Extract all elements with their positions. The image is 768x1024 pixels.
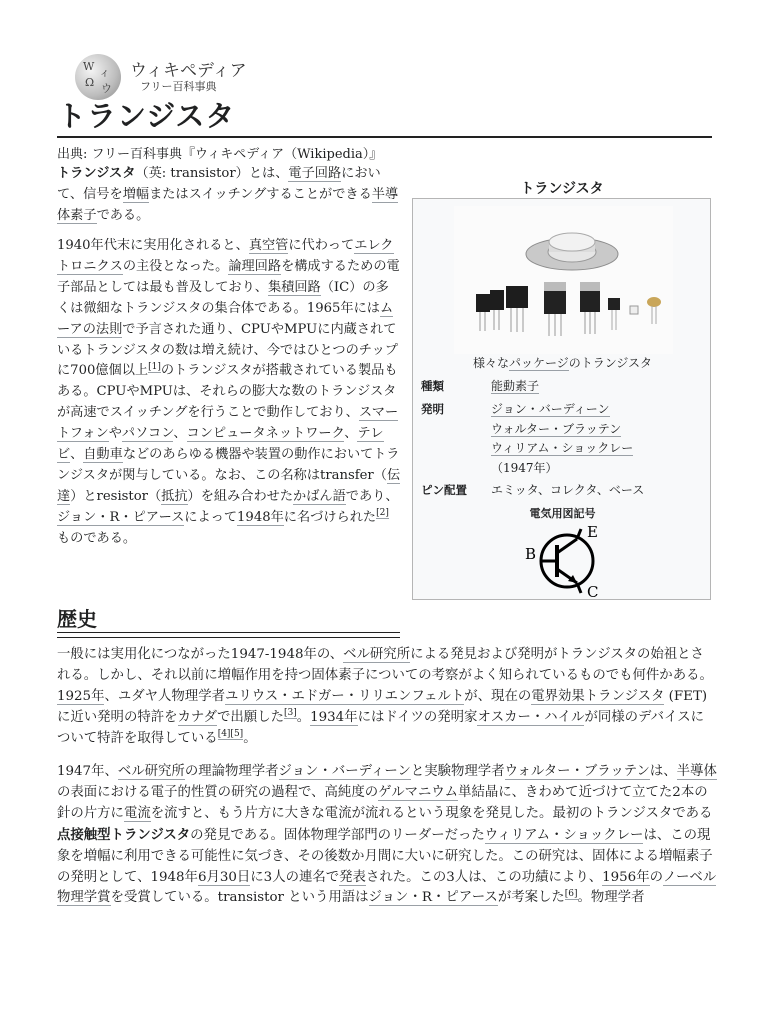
article-link[interactable]: 発表 [339,869,366,885]
text-run: ものである。 [57,530,137,546]
symbol-letter-c: C [587,583,599,599]
text-run: の [649,869,663,885]
type-label: 種類 [421,379,444,393]
text-run: ）とresistor（ [70,488,162,504]
article-link[interactable]: テレビ [57,426,384,463]
reference-link[interactable]: [4][5] [217,729,244,740]
history-heading: 歴史 [57,607,97,631]
text-run: に3人の連名で [250,869,340,885]
symbol-letter-e: E [587,523,598,541]
article-link[interactable]: 半導体 [676,764,717,779]
text-run: が同様のデバイスについて特許を取得している [57,709,705,746]
article-link[interactable]: 抵抗 [161,488,188,504]
article-link[interactable]: 真空管 [248,238,289,253]
text-run: （IC）の多くは微細なトランジスタの集合体である。1965年には [57,279,389,316]
article-link[interactable]: エレクトロニクス [57,238,394,274]
heading-divider [57,637,400,638]
infobox-caption: 様々なパッケージのトランジスタ [472,356,653,370]
article-link[interactable]: ゲルマニウム [378,784,459,800]
text-run: であり、 [345,488,399,504]
text-run: に名づけられた [283,509,377,525]
package-link[interactable]: パッケージ [508,356,569,370]
text-run: で予言された通り、CPUやMPUに内蔵されているトランジスタの数は増え続け、今ではひとつのチップに700億個以上 [57,321,398,379]
reference-link[interactable]: [6] [564,888,578,899]
article-link[interactable]: パソコン [121,426,174,442]
text-run: 、 [344,426,358,442]
heading-divider [57,632,400,633]
text-run: に代わって [288,238,355,253]
text-run: 。物理学者 [577,890,645,906]
article-link[interactable]: ウィリアム・ショックレー [484,827,644,843]
text-run: またはスイッチングすることができる [149,186,372,202]
intro-paragraph-1 [57,164,401,227]
type-value-link[interactable]: 能動素子 [491,379,540,393]
symbol-letter-b: B [525,545,537,563]
infobox-title: トランジスタ [520,181,604,197]
article-link[interactable]: 電流 [123,805,151,821]
text-run: の表面における電子的性質の研究の過程で、高純度の [57,784,379,800]
reference-link[interactable]: [1] [148,362,161,373]
inventor-link[interactable]: ジョン・バーディーン [491,402,610,416]
article-link[interactable]: 6月30日 [197,869,251,885]
article-link[interactable]: 集積回路 [268,279,321,295]
infobox [412,198,711,600]
article-link[interactable]: カナダ [177,709,218,725]
reference-link[interactable]: [3] [283,708,297,719]
article-link[interactable]: ウォルター・ブラッテン [504,764,650,779]
transistor-photo[interactable] [454,206,673,354]
text-run: などのあらゆる機器や装置の動作においてトランジスタが関与している。なお、この名称はtransfer（ [57,447,400,483]
article-link[interactable]: ベル研究所 [343,647,411,662]
pin-label: ピン配置 [421,483,467,497]
invent-year: （1947年） [491,460,558,475]
text-run: された。この3人は、この功績により、 [365,869,603,885]
article-link[interactable]: 電界効果トランジスタ [531,688,665,704]
article-link[interactable]: 1948年 [237,509,284,525]
history-paragraph-2 [57,762,717,909]
article-link[interactable]: 論理回路 [228,258,282,274]
article-link[interactable]: 電子回路 [288,166,342,181]
article-link[interactable]: ジョン・バーディーン [278,764,411,779]
text-run: 1940年代末に実用化されると、 [57,238,249,253]
text-run: の発見である。固体物理学部門のリーダーだった [190,827,485,843]
intro-paragraph-2 [57,236,401,550]
source-line: 出典: フリー百科事典『ウィキペディア（Wikipedia）』 [57,147,383,162]
text-run: で出願した [217,709,284,725]
text-run: である。 [96,207,150,223]
text-run: を流すと、もう片方に大きな電流が流れるという現象を発見した。最初のトランジスタである [150,805,713,821]
inventor-link[interactable]: ウィリアム・ショックレー [491,441,634,455]
article-link[interactable]: 1925年 [57,688,105,704]
article-link[interactable]: ジョン・R・ピアース [368,890,498,906]
article-link[interactable]: ユリウス・エドガー・リリエンフェルト [224,688,465,704]
inventor-label: 発明 [421,402,444,416]
article-link[interactable]: ジョン・R・ピアース [57,509,185,525]
wikipedia-globe-logo[interactable]: W ィ Ω ウ [75,54,121,100]
page-title: トランジスタ [57,99,236,133]
text-run: ）を組み合わせた [187,488,294,504]
reference-link[interactable]: [2] [376,508,389,519]
text-run: 、 [173,426,187,442]
bold-term: トランジスタ [57,166,136,181]
article-link[interactable]: 増幅 [122,186,150,202]
symbol-label: 電気用図記号 [529,507,596,520]
article-link[interactable]: ベル研究所 [117,764,185,779]
article-link[interactable]: ノーベル物理学賞 [57,869,717,906]
text-run: 単結晶に、きわめて近づけて立てた2本の針の片方に [57,784,708,821]
text-run: と実験物理学者 [410,764,505,779]
site-tagline: フリー百科事典 [140,80,217,93]
text-run: の主役となった。 [122,258,229,274]
text-run: 1947年、 [57,764,118,779]
text-run: のトランジスタが搭載されている製品もある。CPUやMPUは、それらの膨大な数のトランジスタが高速でスイッチングを行うことで動作しており、 [57,363,398,421]
text-run: は、この現象を増幅に利用できる可能性に気づき、その後数か月間に大いに研究した。この研究は、固体による増幅素子の発明として、1948年 [57,827,713,885]
text-run: による発見および発明がトランジスタの始祖とされる。しかし、それ以前に増幅作用を持つ固体素子についての考察がよく知られているものでも何件かある。 [57,647,713,683]
site-name: ウィキペディア [130,61,247,81]
article-link[interactable]: ムーアの法則 [57,300,394,337]
title-divider [57,136,712,138]
text-run: 、 [70,447,84,463]
article-link[interactable]: かばん語 [293,488,346,504]
article-link[interactable]: スマートフォン [57,405,399,442]
text-run: (FET) に近い発明の特許を [57,688,708,725]
text-run: が考案した [497,890,565,906]
article-link[interactable]: 1956年 [602,869,650,885]
article-link[interactable]: 1934年 [310,709,358,725]
text-run: や [108,426,122,442]
text-run: 。 [296,709,311,725]
transistor-symbol-icon[interactable] [521,521,605,603]
article-link[interactable]: 伝達 [57,467,401,504]
inventor-link[interactable]: ウォルター・ブラッテン [491,421,622,436]
text-run: を受賞している。transistor という用語は [110,890,369,906]
article-link[interactable]: 半導体素子 [57,186,399,223]
bold-term: 点接触型トランジスタ [57,826,191,843]
text-run: を構成するための電子部品としては最も普及しており、 [57,258,400,295]
pin-value: エミッタ、コレクタ、ベース [491,483,645,497]
text-run: 一般には実用化につながった1947-1948年の、 [57,647,344,662]
text-run: によって [184,509,238,525]
article-link[interactable]: オスカー・ハイル [477,709,585,725]
text-run: が、現在の [464,688,532,704]
text-run: にはドイツの発明家 [357,709,478,725]
text-run: において、信号を [57,166,381,202]
text-run: の理論物理学者 [184,764,279,779]
article-link[interactable]: 自動車 [83,447,123,463]
text-run: （英: transistor）とは、 [135,166,289,181]
text-run: 。 [243,730,257,746]
history-paragraph-1 [57,645,717,750]
text-run: は、 [649,764,677,779]
text-run: 、ユダヤ人物理学者 [104,688,225,704]
article-link[interactable]: コンピュータネットワーク [186,426,345,442]
